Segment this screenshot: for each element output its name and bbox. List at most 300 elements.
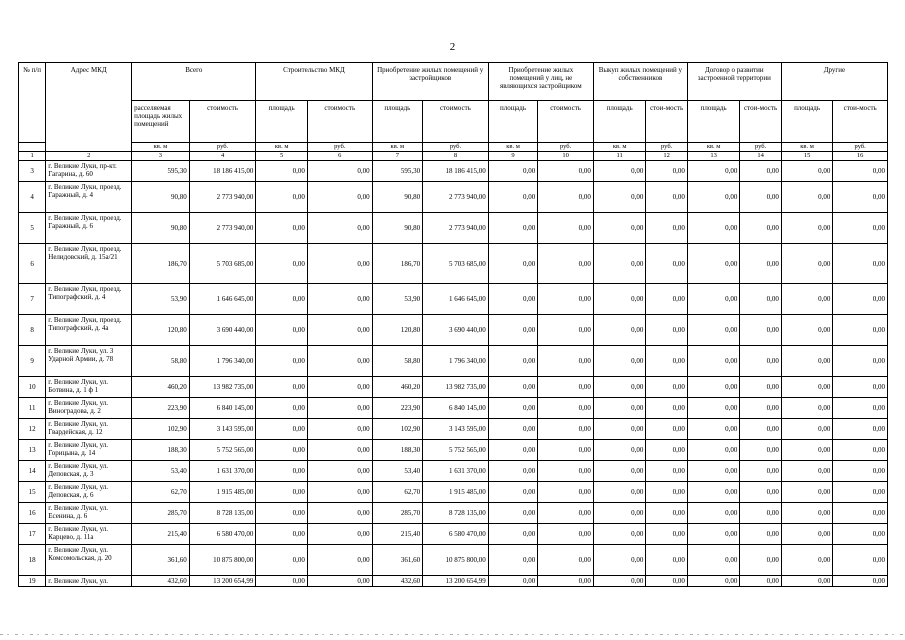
row-zero-value: 0,00 [833, 244, 888, 284]
table-row [19, 524, 888, 545]
row-number: 3 [19, 161, 46, 182]
row-total-area: 460,20 [132, 377, 190, 398]
row-acq-dev-area: 90,80 [372, 213, 423, 244]
row-zero-value: 0,00 [538, 182, 594, 213]
row-zero-value: 0,00 [740, 461, 781, 482]
subheader-cost-split: стои-мость [740, 101, 781, 143]
subheader-area: площадь [781, 101, 833, 143]
row-zero-value: 0,00 [538, 377, 594, 398]
row-zero-value: 0,00 [740, 482, 781, 503]
row-total-area: 102,90 [132, 419, 190, 440]
row-address: г. Великие Луки, проезд. Типографский, д. 4 [46, 284, 132, 315]
row-address: г. Великие Луки, ул. Виноградова, д. 2 [46, 398, 132, 419]
row-zero-value: 0,00 [593, 315, 646, 346]
subheader-area: площадь [687, 101, 740, 143]
row-zero-value: 0,00 [781, 398, 833, 419]
row-acq-dev-area: 223,90 [372, 398, 423, 419]
row-zero-value: 0,00 [781, 244, 833, 284]
row-zero-value: 0,00 [646, 576, 687, 587]
row-acq-dev-area: 215,40 [372, 524, 423, 545]
column-number: 2 [46, 152, 132, 161]
row-zero-value: 0,00 [593, 461, 646, 482]
column-number: 11 [593, 152, 646, 161]
row-zero-value: 0,00 [687, 576, 740, 587]
scan-edge-noise [0, 634, 905, 635]
row-total-cost: 2 773 940,00 [189, 213, 256, 244]
subheader-cost-split: стои-мость [833, 101, 888, 143]
column-number: 6 [307, 152, 372, 161]
row-zero-value: 0,00 [781, 503, 833, 524]
row-zero-value: 0,00 [538, 524, 594, 545]
row-zero-value: 0,00 [538, 440, 594, 461]
row-address: г. Великие Луки, ул. Есенина, д. 6 [46, 503, 132, 524]
row-construction-area: 0,00 [256, 161, 308, 182]
row-construction-cost: 0,00 [307, 440, 372, 461]
row-zero-value: 0,00 [833, 315, 888, 346]
row-zero-value: 0,00 [687, 440, 740, 461]
row-zero-value: 0,00 [488, 503, 538, 524]
unit-cell: руб. [646, 143, 687, 152]
column-number: 15 [781, 152, 833, 161]
row-acq-dev-cost: 5 703 685,00 [423, 244, 489, 284]
row-address: г. Великие Луки, ул. [46, 576, 132, 587]
row-address: г. Великие Луки, проезд. Гаражный, д. 4 [46, 182, 132, 213]
row-total-area: 186,70 [132, 244, 190, 284]
row-zero-value: 0,00 [488, 545, 538, 576]
row-zero-value: 0,00 [593, 503, 646, 524]
row-construction-cost: 0,00 [307, 545, 372, 576]
row-zero-value: 0,00 [593, 482, 646, 503]
row-construction-cost: 0,00 [307, 576, 372, 587]
row-construction-area: 0,00 [256, 284, 308, 315]
row-zero-value: 0,00 [646, 482, 687, 503]
row-acq-dev-area: 460,20 [372, 377, 423, 398]
row-zero-value: 0,00 [740, 284, 781, 315]
column-number: 13 [687, 152, 740, 161]
row-acq-dev-cost: 8 728 135,00 [423, 503, 489, 524]
row-total-area: 90,80 [132, 182, 190, 213]
row-acq-dev-area: 102,90 [372, 419, 423, 440]
row-address: г. Великие Луки, проезд. Гаражный, д. 6 [46, 213, 132, 244]
row-zero-value: 0,00 [740, 440, 781, 461]
header-total: Всего [132, 63, 256, 101]
row-total-area: 215,40 [132, 524, 190, 545]
table-row [19, 244, 888, 284]
row-total-cost: 1 646 645,00 [189, 284, 256, 315]
row-total-cost: 18 186 415,00 [189, 161, 256, 182]
row-construction-cost: 0,00 [307, 284, 372, 315]
row-zero-value: 0,00 [488, 182, 538, 213]
row-total-area: 432,60 [132, 576, 190, 587]
unit-cell: руб. [833, 143, 888, 152]
row-construction-cost: 0,00 [307, 315, 372, 346]
row-number: 17 [19, 524, 46, 545]
table-row [19, 461, 888, 482]
row-zero-value: 0,00 [781, 576, 833, 587]
row-zero-value: 0,00 [538, 461, 594, 482]
row-acq-dev-cost: 1 796 340,00 [423, 346, 489, 377]
row-construction-cost: 0,00 [307, 346, 372, 377]
row-zero-value: 0,00 [646, 545, 687, 576]
row-zero-value: 0,00 [538, 284, 594, 315]
row-zero-value: 0,00 [833, 398, 888, 419]
column-number: 4 [189, 152, 256, 161]
row-zero-value: 0,00 [538, 161, 594, 182]
table-row [19, 576, 888, 587]
row-number: 5 [19, 213, 46, 244]
row-zero-value: 0,00 [646, 503, 687, 524]
subheader-cost: стоимость [307, 101, 372, 143]
row-address: г. Великие Луки, ул. 3 Ударной Армии, д. 78 [46, 346, 132, 377]
unit-cell: руб. [538, 143, 594, 152]
row-total-area: 188,30 [132, 440, 190, 461]
unit-cell: кв. м [593, 143, 646, 152]
row-zero-value: 0,00 [781, 284, 833, 315]
row-total-cost: 5 703 685,00 [189, 244, 256, 284]
row-zero-value: 0,00 [833, 440, 888, 461]
row-construction-cost: 0,00 [307, 503, 372, 524]
row-zero-value: 0,00 [593, 244, 646, 284]
row-total-cost: 10 875 800,00 [189, 545, 256, 576]
row-zero-value: 0,00 [646, 213, 687, 244]
row-acq-dev-area: 53,40 [372, 461, 423, 482]
row-zero-value: 0,00 [593, 213, 646, 244]
table-row [19, 161, 888, 182]
row-total-cost: 6 580 470,00 [189, 524, 256, 545]
row-zero-value: 0,00 [781, 213, 833, 244]
row-address: г. Великие Луки, ул. Гвардейская, д. 12 [46, 419, 132, 440]
row-zero-value: 0,00 [593, 346, 646, 377]
row-zero-value: 0,00 [593, 182, 646, 213]
subheader-cost-split: стои-мость [646, 101, 687, 143]
row-address: г. Великие Луки, ул. Комсомольская, д. 20 [46, 545, 132, 576]
row-zero-value: 0,00 [781, 315, 833, 346]
row-total-area: 90,80 [132, 213, 190, 244]
row-zero-value: 0,00 [781, 377, 833, 398]
row-total-area: 361,60 [132, 545, 190, 576]
column-number: 3 [132, 152, 190, 161]
row-address: г. Великие Луки, проезд. Типографский, д. 4а [46, 315, 132, 346]
row-number: 15 [19, 482, 46, 503]
unit-cell: руб. [189, 143, 256, 152]
row-construction-area: 0,00 [256, 213, 308, 244]
row-total-cost: 1 631 370,00 [189, 461, 256, 482]
row-construction-cost: 0,00 [307, 244, 372, 284]
row-acq-dev-area: 62,70 [372, 482, 423, 503]
row-total-cost: 13 200 654,99 [189, 576, 256, 587]
row-total-cost: 6 840 145,00 [189, 398, 256, 419]
row-address: г. Великие Луки, ул. Деповская, д. 6 [46, 482, 132, 503]
row-zero-value: 0,00 [538, 482, 594, 503]
row-zero-value: 0,00 [833, 284, 888, 315]
row-zero-value: 0,00 [833, 503, 888, 524]
table-row [19, 346, 888, 377]
row-zero-value: 0,00 [833, 213, 888, 244]
row-zero-value: 0,00 [740, 244, 781, 284]
row-zero-value: 0,00 [646, 461, 687, 482]
row-number: 6 [19, 244, 46, 284]
column-number: 12 [646, 152, 687, 161]
row-zero-value: 0,00 [740, 503, 781, 524]
row-construction-area: 0,00 [256, 346, 308, 377]
row-zero-value: 0,00 [781, 545, 833, 576]
unit-cell: руб. [307, 143, 372, 152]
row-zero-value: 0,00 [538, 545, 594, 576]
subheader-area: площадь [256, 101, 308, 143]
row-zero-value: 0,00 [833, 524, 888, 545]
unit-cell: руб. [740, 143, 781, 152]
row-zero-value: 0,00 [646, 182, 687, 213]
row-address: г. Великие Луки, ул. Ботвина, д. 1 ф 1 [46, 377, 132, 398]
row-zero-value: 0,00 [538, 244, 594, 284]
header-construction: Строительство МКД [256, 63, 372, 101]
row-zero-value: 0,00 [646, 284, 687, 315]
row-acq-dev-cost: 3 690 440,00 [423, 315, 489, 346]
row-total-area: 595,30 [132, 161, 190, 182]
row-acq-dev-cost: 13 982 735,00 [423, 377, 489, 398]
row-zero-value: 0,00 [538, 576, 594, 587]
row-zero-value: 0,00 [646, 161, 687, 182]
table-row [19, 482, 888, 503]
row-zero-value: 0,00 [488, 377, 538, 398]
unit-cell: кв. м [687, 143, 740, 152]
units-spacer [19, 143, 46, 152]
row-zero-value: 0,00 [740, 419, 781, 440]
table-row [19, 440, 888, 461]
row-zero-value: 0,00 [687, 161, 740, 182]
row-zero-value: 0,00 [740, 545, 781, 576]
row-acq-dev-cost: 1 646 645,00 [423, 284, 489, 315]
unit-cell: кв. м [372, 143, 423, 152]
row-zero-value: 0,00 [781, 161, 833, 182]
row-zero-value: 0,00 [687, 419, 740, 440]
row-acq-dev-area: 432,60 [372, 576, 423, 587]
row-acq-dev-area: 90,80 [372, 182, 423, 213]
row-total-area: 120,80 [132, 315, 190, 346]
unit-cell: кв. м [132, 143, 190, 152]
row-zero-value: 0,00 [538, 213, 594, 244]
row-zero-value: 0,00 [593, 576, 646, 587]
row-zero-value: 0,00 [687, 377, 740, 398]
row-construction-area: 0,00 [256, 182, 308, 213]
row-acq-dev-area: 186,70 [372, 244, 423, 284]
row-zero-value: 0,00 [781, 419, 833, 440]
row-number: 19 [19, 576, 46, 587]
unit-cell: руб. [423, 143, 489, 152]
row-zero-value: 0,00 [646, 419, 687, 440]
column-number: 10 [538, 152, 594, 161]
row-total-area: 53,90 [132, 284, 190, 315]
row-zero-value: 0,00 [740, 524, 781, 545]
row-acq-dev-area: 120,80 [372, 315, 423, 346]
row-zero-value: 0,00 [646, 524, 687, 545]
row-zero-value: 0,00 [593, 545, 646, 576]
subheader-area: площадь [593, 101, 646, 143]
resettlement-table [18, 62, 888, 587]
column-number: 7 [372, 152, 423, 161]
row-number: 8 [19, 315, 46, 346]
row-acq-dev-cost: 1 631 370,00 [423, 461, 489, 482]
row-address: г. Великие Луки, ул. Горицына, д. 14 [46, 440, 132, 461]
subheader-area: площадь [372, 101, 423, 143]
column-number: 14 [740, 152, 781, 161]
table-row [19, 377, 888, 398]
row-zero-value: 0,00 [781, 461, 833, 482]
row-zero-value: 0,00 [646, 346, 687, 377]
header-acq-other: Приобретение жилых помещений у лиц, не являющихся застройщиком [488, 63, 593, 101]
unit-cell: кв. м [781, 143, 833, 152]
row-zero-value: 0,00 [538, 315, 594, 346]
row-number: 4 [19, 182, 46, 213]
subheader-area: площадь [488, 101, 538, 143]
unit-cell: кв. м [488, 143, 538, 152]
row-zero-value: 0,00 [833, 576, 888, 587]
row-acq-dev-cost: 1 915 485,00 [423, 482, 489, 503]
row-zero-value: 0,00 [687, 182, 740, 213]
row-zero-value: 0,00 [488, 576, 538, 587]
row-construction-cost: 0,00 [307, 482, 372, 503]
row-address: г. Великие Луки, пр-кт. Гагарина, д. 60 [46, 161, 132, 182]
row-acq-dev-cost: 18 186 415,00 [423, 161, 489, 182]
row-zero-value: 0,00 [538, 419, 594, 440]
row-zero-value: 0,00 [488, 440, 538, 461]
row-zero-value: 0,00 [538, 398, 594, 419]
column-number: 1 [19, 152, 46, 161]
row-zero-value: 0,00 [593, 161, 646, 182]
header-address: Адрес МКД [46, 63, 132, 152]
row-zero-value: 0,00 [687, 503, 740, 524]
header-acq-dev: Приобретение жилых помещений у застройщиков [372, 63, 488, 101]
row-construction-area: 0,00 [256, 398, 308, 419]
row-zero-value: 0,00 [781, 482, 833, 503]
table-row [19, 315, 888, 346]
row-construction-cost: 0,00 [307, 419, 372, 440]
row-total-area: 62,70 [132, 482, 190, 503]
row-construction-cost: 0,00 [307, 213, 372, 244]
row-zero-value: 0,00 [488, 346, 538, 377]
row-zero-value: 0,00 [488, 315, 538, 346]
row-zero-value: 0,00 [740, 346, 781, 377]
row-zero-value: 0,00 [740, 377, 781, 398]
row-total-cost: 1 915 485,00 [189, 482, 256, 503]
row-zero-value: 0,00 [646, 244, 687, 284]
row-total-cost: 3 690 440,00 [189, 315, 256, 346]
row-zero-value: 0,00 [781, 182, 833, 213]
row-zero-value: 0,00 [593, 284, 646, 315]
row-acq-dev-area: 53,90 [372, 284, 423, 315]
row-zero-value: 0,00 [833, 545, 888, 576]
row-zero-value: 0,00 [833, 461, 888, 482]
table-row [19, 503, 888, 524]
row-zero-value: 0,00 [687, 524, 740, 545]
table-row [19, 545, 888, 576]
row-zero-value: 0,00 [833, 161, 888, 182]
row-construction-cost: 0,00 [307, 182, 372, 213]
row-zero-value: 0,00 [740, 182, 781, 213]
row-zero-value: 0,00 [593, 419, 646, 440]
column-number: 9 [488, 152, 538, 161]
row-number: 14 [19, 461, 46, 482]
row-address: г. Великие Луки, ул. Деповская, д. 3 [46, 461, 132, 482]
row-zero-value: 0,00 [687, 284, 740, 315]
row-zero-value: 0,00 [488, 419, 538, 440]
row-construction-area: 0,00 [256, 576, 308, 587]
row-zero-value: 0,00 [488, 161, 538, 182]
row-total-area: 285,70 [132, 503, 190, 524]
table-row [19, 213, 888, 244]
row-zero-value: 0,00 [646, 315, 687, 346]
row-total-area: 53,40 [132, 461, 190, 482]
row-number: 7 [19, 284, 46, 315]
row-acq-dev-cost: 2 773 940,00 [423, 182, 489, 213]
table-row [19, 419, 888, 440]
subheader-cost: стоимость [189, 101, 256, 143]
header-other: Другие [781, 63, 887, 101]
row-zero-value: 0,00 [488, 244, 538, 284]
row-acq-dev-cost: 6 840 145,00 [423, 398, 489, 419]
row-zero-value: 0,00 [687, 346, 740, 377]
row-total-cost: 5 752 565,00 [189, 440, 256, 461]
row-construction-cost: 0,00 [307, 398, 372, 419]
row-zero-value: 0,00 [740, 161, 781, 182]
row-address: г. Великие Луки, ул. Карцево, д. 11а [46, 524, 132, 545]
row-zero-value: 0,00 [687, 461, 740, 482]
row-acq-dev-area: 595,30 [372, 161, 423, 182]
row-construction-area: 0,00 [256, 315, 308, 346]
column-number: 8 [423, 152, 489, 161]
row-zero-value: 0,00 [687, 315, 740, 346]
row-construction-area: 0,00 [256, 244, 308, 284]
row-zero-value: 0,00 [781, 524, 833, 545]
column-number: 5 [256, 152, 308, 161]
row-zero-value: 0,00 [740, 213, 781, 244]
row-acq-dev-cost: 5 752 565,00 [423, 440, 489, 461]
row-address: г. Великие Луки, проезд. Нелидовский, д. 15а/21 [46, 244, 132, 284]
row-zero-value: 0,00 [833, 377, 888, 398]
row-construction-area: 0,00 [256, 419, 308, 440]
row-total-cost: 13 982 735,00 [189, 377, 256, 398]
row-acq-dev-area: 58,80 [372, 346, 423, 377]
row-zero-value: 0,00 [488, 482, 538, 503]
row-total-cost: 3 143 595,00 [189, 419, 256, 440]
row-construction-area: 0,00 [256, 377, 308, 398]
row-number: 18 [19, 545, 46, 576]
row-zero-value: 0,00 [687, 213, 740, 244]
row-acq-dev-area: 188,30 [372, 440, 423, 461]
row-acq-dev-area: 285,70 [372, 503, 423, 524]
row-construction-cost: 0,00 [307, 161, 372, 182]
header-dev-contract: Договор о развитии застроенной территории [687, 63, 781, 101]
row-zero-value: 0,00 [646, 440, 687, 461]
row-acq-dev-cost: 3 143 595,00 [423, 419, 489, 440]
row-zero-value: 0,00 [593, 377, 646, 398]
subheader-area-resettled: расселяемая площадь жилых помещений [132, 101, 190, 143]
row-zero-value: 0,00 [740, 576, 781, 587]
unit-cell: кв. м [256, 143, 308, 152]
row-construction-area: 0,00 [256, 524, 308, 545]
row-zero-value: 0,00 [781, 346, 833, 377]
row-total-area: 58,80 [132, 346, 190, 377]
row-zero-value: 0,00 [488, 461, 538, 482]
table-row [19, 398, 888, 419]
row-zero-value: 0,00 [646, 398, 687, 419]
subheader-cost: стоимость [423, 101, 489, 143]
row-zero-value: 0,00 [833, 419, 888, 440]
row-number: 9 [19, 346, 46, 377]
row-zero-value: 0,00 [488, 398, 538, 419]
row-zero-value: 0,00 [833, 182, 888, 213]
row-construction-cost: 0,00 [307, 377, 372, 398]
